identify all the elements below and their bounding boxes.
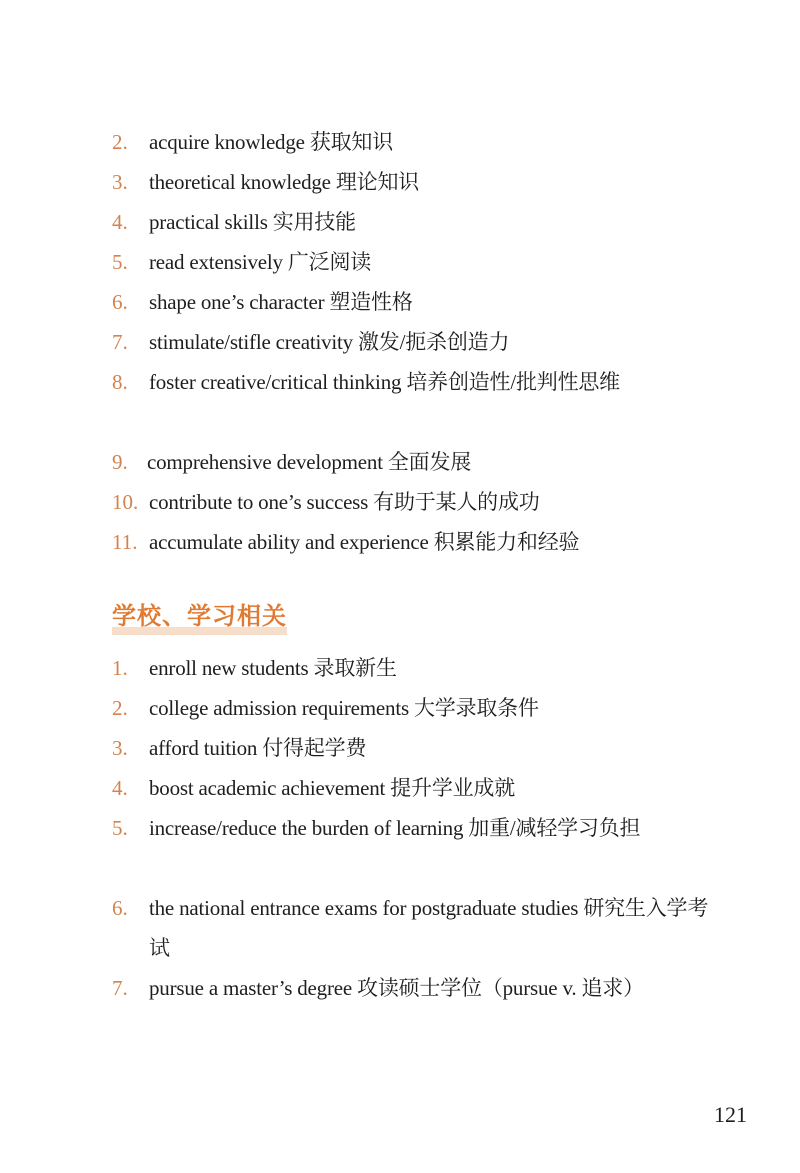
item-text: accumulate ability and experience 积累能力和经验 bbox=[149, 530, 580, 554]
list-item bbox=[0, 972, 800, 1052]
list-item bbox=[0, 286, 800, 326]
item-text: contribute to one’s success 有助于某人的成功 bbox=[149, 490, 540, 514]
item-number: 6. bbox=[112, 290, 128, 314]
item-number: 3. bbox=[112, 170, 128, 194]
vocabulary-list-1 bbox=[0, 126, 800, 566]
item-number: 4. bbox=[112, 776, 128, 800]
list-item bbox=[0, 652, 800, 692]
item-text: read extensively 广泛阅读 bbox=[149, 250, 372, 274]
item-text: shape one’s character 塑造性格 bbox=[149, 290, 413, 314]
list-item bbox=[0, 126, 800, 166]
item-number: 3. bbox=[112, 736, 128, 760]
item-text: practical skills 实用技能 bbox=[149, 210, 356, 234]
item-text: comprehensive development 全面发展 bbox=[147, 450, 472, 474]
list-item bbox=[0, 772, 800, 812]
list-item bbox=[0, 812, 800, 892]
item-text: afford tuition 付得起学费 bbox=[149, 736, 367, 760]
item-text: college admission requirements 大学录取条件 bbox=[149, 696, 539, 720]
item-number: 9. bbox=[112, 450, 128, 474]
item-text: enroll new students 录取新生 bbox=[149, 656, 397, 680]
item-number: 6. bbox=[112, 896, 128, 920]
item-text: acquire knowledge 获取知识 bbox=[149, 130, 394, 154]
page-number: 121 bbox=[714, 1102, 747, 1127]
list-item bbox=[0, 732, 800, 772]
item-text: theoretical knowledge 理论知识 bbox=[149, 170, 420, 194]
item-text: boost academic achievement 提升学业成就 bbox=[149, 776, 516, 800]
item-number: 7. bbox=[112, 330, 128, 354]
item-number: 7. bbox=[112, 976, 128, 1000]
list-item bbox=[0, 486, 800, 526]
item-text: stimulate/stifle creativity 激发/扼杀创造力 bbox=[149, 330, 510, 354]
item-number: 10. bbox=[112, 490, 139, 514]
item-text: foster creative/critical thinking 培养创造性/批判性思维 bbox=[149, 370, 620, 394]
item-number: 1. bbox=[112, 656, 128, 680]
section-title: 学校、学习相关 bbox=[112, 596, 287, 631]
list-item bbox=[0, 446, 800, 486]
list-item bbox=[0, 246, 800, 286]
item-number: 2. bbox=[112, 130, 128, 154]
item-text: pursue a master’s degree 攻读硕士学位（pursue v. 追求） bbox=[149, 976, 644, 1000]
item-number: 2. bbox=[112, 696, 128, 720]
list-item bbox=[0, 166, 800, 206]
list-item bbox=[0, 526, 800, 566]
item-text: the national entrance exams for postgraduate studies 研究生入学考试 bbox=[149, 896, 709, 960]
item-number: 5. bbox=[112, 816, 128, 840]
item-number: 11. bbox=[112, 530, 138, 554]
list-item bbox=[0, 366, 800, 446]
item-number: 4. bbox=[112, 210, 128, 234]
list-item bbox=[0, 206, 800, 246]
list-item bbox=[0, 692, 800, 732]
list-item bbox=[0, 326, 800, 366]
item-number: 5. bbox=[112, 250, 128, 274]
item-text: increase/reduce the burden of learning 加重/减轻学习负担 bbox=[149, 816, 641, 840]
item-number: 8. bbox=[112, 370, 128, 394]
vocabulary-list-2 bbox=[0, 652, 800, 1052]
list-item bbox=[0, 892, 800, 972]
